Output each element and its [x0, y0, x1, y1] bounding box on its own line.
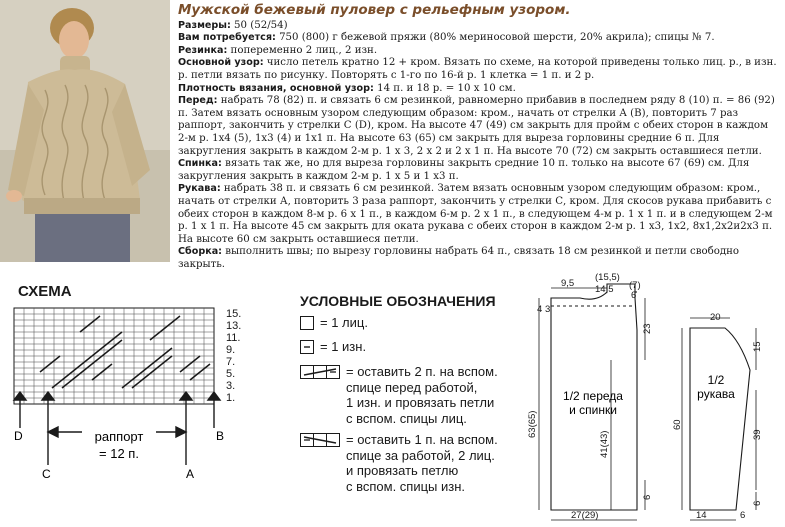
paragraph-rib	[178, 45, 778, 58]
text-size: 50 (52/54)	[230, 19, 288, 31]
arrow-d-label: D	[14, 429, 23, 443]
model-illustration	[0, 0, 170, 262]
row-number-11: 11.	[226, 332, 241, 344]
front-dim-4: 4	[537, 304, 543, 315]
legend-cross-front	[300, 364, 530, 426]
repeat-value: = 12 п.	[99, 446, 139, 461]
front-dim-6: 6	[631, 290, 637, 301]
legend-cross-back	[300, 432, 530, 494]
cross-back-symbol-icon	[300, 433, 340, 451]
text-rib: попеременно 2 лиц., 2 изн.	[227, 44, 378, 56]
legend-cross-back-line-2: спице за работой, 2 лиц.	[346, 447, 495, 463]
legend	[300, 293, 530, 494]
repeat-arrow-left	[48, 427, 58, 437]
front-dim-9-5: 9,5	[561, 278, 575, 289]
label-main-pattern: Основной узор:	[178, 57, 264, 69]
text-assembly: выполнить швы; по вырезу горловины набрать 64 п., связать 18 см резинкой и петли свободно закрыть.	[178, 246, 740, 270]
front-dim-27: 27(29)	[571, 510, 599, 521]
knitting-chart	[0, 300, 260, 480]
text-gauge: 14 п. и 18 р. = 10 х 10 см.	[373, 82, 516, 94]
front-back-pattern	[525, 270, 655, 527]
front-back-label-2: и спинки	[569, 403, 617, 417]
sleeve-outline	[690, 328, 750, 510]
row-number-1: 1.	[226, 392, 236, 404]
article-title: Мужской бежевый пуловер с рельефным узором.	[178, 2, 571, 18]
paragraph-assembly	[178, 246, 778, 271]
arrow-b-label: B	[216, 429, 225, 443]
front-dim-15-5: (15,5)	[595, 272, 620, 283]
paragraph-materials	[178, 32, 778, 45]
repeat-arrow-right	[176, 427, 186, 437]
legend-cross-front-line-1: = оставить 2 п. на вспом.	[346, 364, 498, 379]
label-size: Размеры:	[178, 19, 231, 31]
sleeve-label-2: рукава	[697, 387, 735, 401]
sleeve-dim-6b: 6	[740, 510, 746, 521]
model-photo	[0, 0, 170, 262]
sleeve-dim-14: 14	[696, 510, 707, 521]
row-number-5: 5.	[226, 368, 236, 380]
legend-cross-front-line-4: с вспом. спицы лиц.	[346, 410, 467, 426]
front-back-label-1: 1/2 переда	[563, 389, 623, 403]
sleeve-label-1: 1/2	[707, 373, 725, 387]
front-dim-bottom-6: 6	[642, 494, 653, 500]
paragraph-main-pattern	[178, 57, 778, 82]
paragraph-gauge	[178, 83, 778, 96]
label-rib: Резинка:	[178, 44, 228, 56]
label-gauge: Плотность вязания, основной узор:	[178, 82, 374, 94]
paragraph-back	[178, 158, 778, 183]
paragraph-front	[178, 95, 778, 158]
knit-symbol-icon	[300, 316, 314, 334]
sleeve-dim-6: 6	[752, 500, 763, 506]
sleeve-pattern	[670, 300, 785, 527]
text-main-pattern: число петель кратно 12 + кром. Вязать по схеме, на которой приведены только лиц. р., в изн. р. петли вязать по рисунку. Повторять с 1-го по 16-й р. 1 клетка = 1 п. и 2 р.	[178, 57, 777, 81]
legend-cross-back-line-3: и провязать петлю	[346, 463, 459, 478]
arrow-a-label: A	[186, 467, 195, 480]
sleeve-dim-39: 39	[752, 429, 763, 440]
row-number-15: 15.	[226, 308, 242, 320]
front-dim-23: 23	[642, 323, 653, 334]
arrow-c-label: C	[42, 467, 51, 480]
legend-title: УСЛОВНЫЕ ОБОЗНАЧЕНИЯ	[300, 293, 496, 309]
front-dim-41: 41(43)	[599, 430, 610, 458]
label-back: Спинка:	[178, 158, 222, 170]
text-back: вязать так же, но для выреза горловины закрыть средние 10 п. только на высоте 67 (69) см. Для закругления закрыть в каждом 2-м р. 1 х 5 и 1 х3 п.	[178, 158, 750, 182]
label-assembly: Сборка:	[178, 246, 223, 258]
row-number-7: 7.	[226, 356, 236, 368]
sleeve-dim-20: 20	[710, 312, 721, 323]
sleeve-dim-60: 60	[672, 419, 683, 430]
legend-cross-front-line-2: спице перед работой,	[346, 379, 478, 395]
front-dim-14-5: 14,5	[595, 284, 614, 295]
schema-title: СХЕМА	[18, 283, 72, 300]
front-dim-7: (7)	[629, 280, 641, 291]
legend-purl-text: = 1 изн.	[320, 338, 367, 354]
legend-knit	[300, 315, 530, 331]
front-dim-63: 63(65)	[527, 410, 538, 438]
legend-cross-back-line-4: с вспом. спицы изн.	[346, 478, 466, 494]
paragraph-size	[178, 20, 778, 33]
row-number-3: 3.	[226, 380, 236, 392]
row-number-9: 9.	[226, 344, 236, 356]
cross-front-symbol-icon	[300, 365, 340, 383]
label-materials: Вам потребуется:	[178, 32, 276, 44]
purl-symbol-icon	[300, 340, 314, 358]
text-sleeves: набрать 38 п. и связать 6 см резинкой. Затем вязать основным узором следующим образом: кром., начать от стрелки А, повторить 3 раза раппорт, закончить у стрелки С, кром. Для скосов рукава прибавить с обеих сторон в каждом 8-м р. 6 х 1 п., в каждом 6-м р. 2 х 1 п., в следующем 4-м р. 1 х 1 п. и в следующем 2-м р. 1 х 1 п. На высоте 45 см закрыть для оката рукава с обеих сторон в каждом 2-м р. 1 х3, 1х2, 8х1,2х2и2х3 п. На высоте 60 см закрыть оставшиеся петли.	[178, 183, 773, 245]
legend-knit-text: = 1 лиц.	[320, 315, 368, 330]
front-dim-3: 3	[545, 304, 551, 315]
paragraph-sleeves	[178, 183, 778, 246]
article-text	[178, 4, 778, 271]
text-materials: 750 (800) г бежевой пряжи (80% мериносовой шерсти, 20% акрила); спицы № 7.	[275, 32, 715, 44]
text-front: набрать 78 (82) п. и связать 6 см резинкой, равномерно прибавив в последнем ряду 8 (10) п. = 86 (92) п. Затем вязать основным узором следующим образом: кром., начать от стрелки А (В), повторить 7 раз раппорт, закончить у стрелки С (D), кром. На высоте 47 (49) см закрыть для пройм с обеих сторон в каждом 2-м р. 1х4 (5), 1х3 (4) и 1х1 п. На высоте 63 (65) см закрыть для выреза горловины средние 6 п. Для закругления закрыть в каждом 2-м р. 1 х 3, 2 х 2 и 2 х 1 п. На высоте 70 (72) см закрыть оставшиеся петли.	[178, 95, 775, 157]
sleeve-dim-15: 15	[752, 341, 763, 352]
repeat-label: раппорт	[94, 429, 144, 444]
legend-purl	[300, 339, 530, 355]
legend-cross-front-line-3: 1 изн. и провязать петли	[346, 395, 495, 410]
label-front: Перед:	[178, 95, 218, 107]
row-number-13: 13.	[226, 320, 242, 332]
legend-cross-back-line-1: = оставить 1 п. на вспом.	[346, 432, 498, 447]
label-sleeves: Рукава:	[178, 183, 221, 195]
chart-grid	[14, 308, 214, 404]
